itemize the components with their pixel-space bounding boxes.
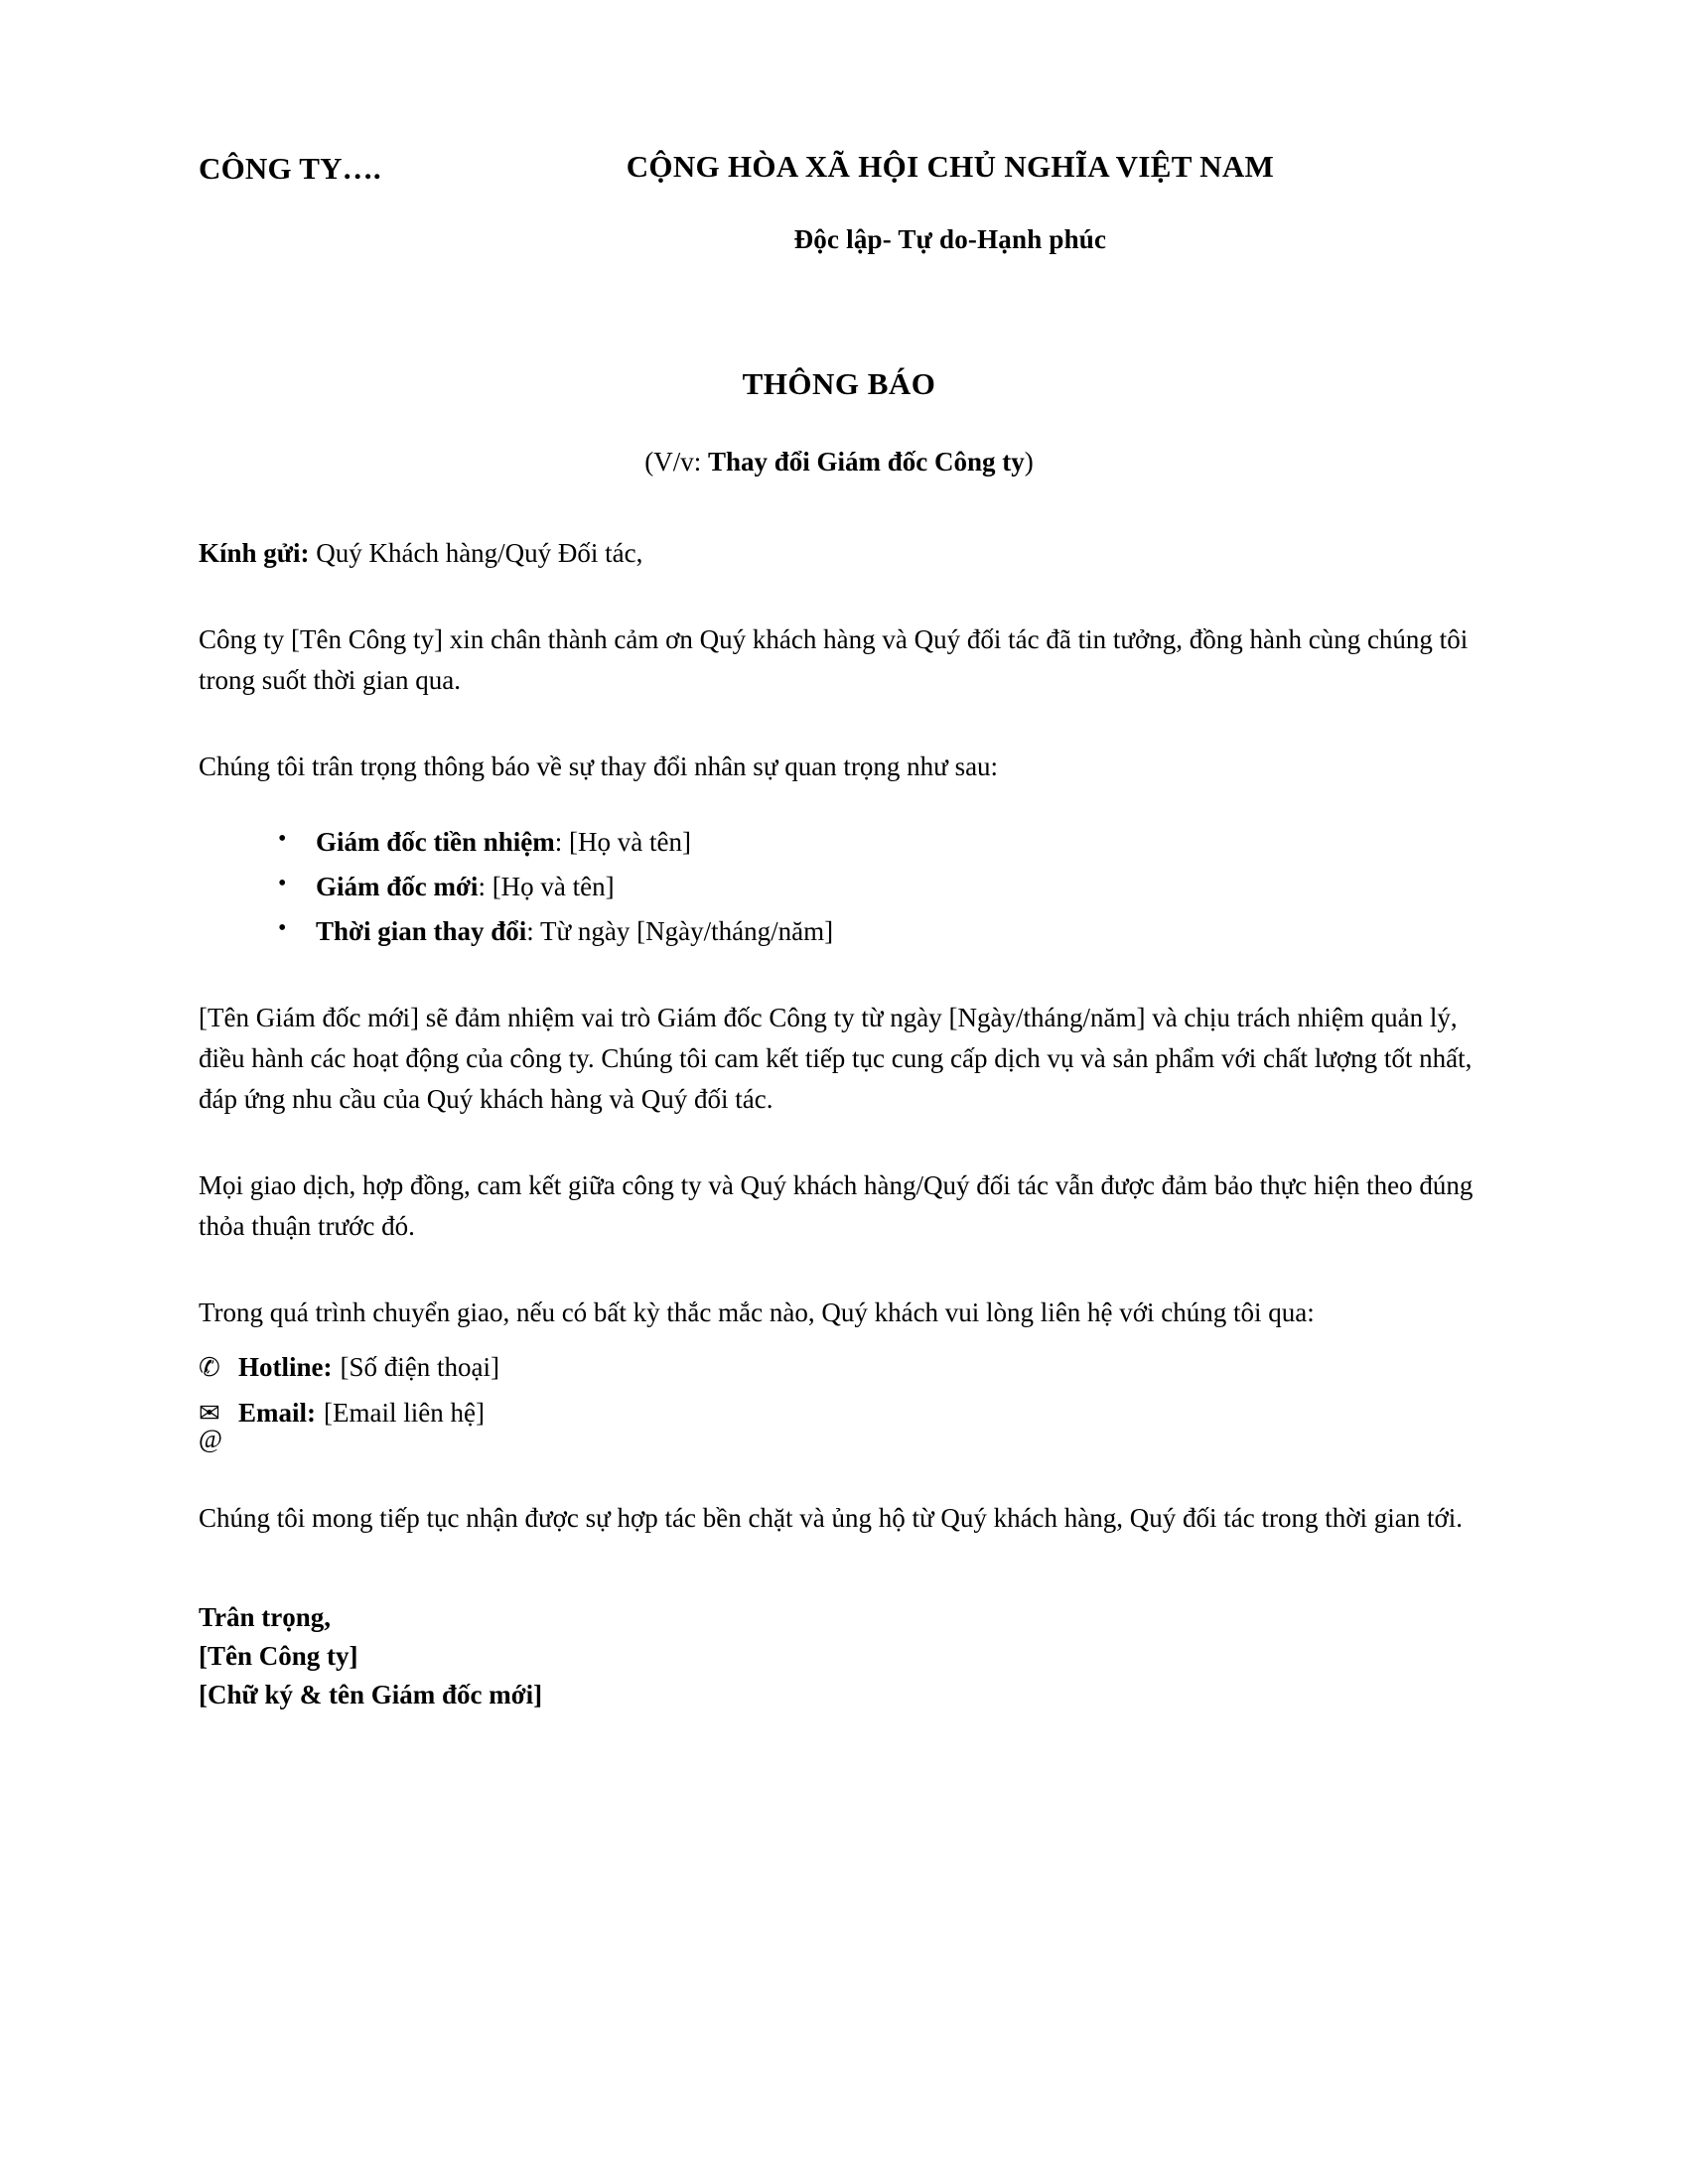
change-details-list (199, 823, 1479, 951)
country-name: CỘNG HÒA XÃ HỘI CHỦ NGHĨA VIỆT NAM (626, 149, 1275, 184)
bullet-label: Giám đốc mới (316, 872, 479, 902)
document-header (199, 149, 1479, 255)
signoff-regards: Trân trọng, (199, 1602, 331, 1633)
subject-close-paren: ) (1024, 447, 1034, 477)
company-name-placeholder: CÔNG TY…. (199, 151, 381, 186)
signoff-company: [Tên Công ty] (199, 1641, 358, 1672)
signoff-signature: [Chữ ký & tên Giám đốc mới] (199, 1680, 543, 1710)
national-heading (421, 149, 1479, 255)
bullet-value: : [Họ và tên] (478, 872, 615, 902)
signature-block (199, 1598, 1479, 1714)
closing-paragraph: Chúng tôi mong tiếp tục nhận được sự hợp tác bền chặt và ủng hộ từ Quý khách hàng, Quý đối tác trong thời gian tới. (199, 1503, 1464, 1534)
duty-paragraph: [Tên Giám đốc mới] sẽ đảm nhiệm vai trò Giám đốc Công ty từ ngày [Ngày/tháng/năm] và chịu trách nhiệm quản lý, điều hành các hoạt động của công ty. Chúng tôi cam kết tiếp tục cung cấp dịch vụ và sản phẩm với chất lượng tốt nhất, đáp ứng nhu cầu của Quý khách hàng và Quý đối tác. (199, 1002, 1473, 1114)
hotline-value: [Số điện thoại] (340, 1351, 499, 1382)
contact-intro-paragraph: Trong quá trình chuyển giao, nếu có bất kỳ thắc mắc nào, Quý khách vui lòng liên hệ với chúng tôi qua: (199, 1297, 1315, 1327)
salutation-label: Kính gửi: (199, 538, 310, 568)
thanks-paragraph: Công ty [Tên Công ty] xin chân thành cảm ơn Quý khách hàng và Quý đối tác đã tin tưởng, đồng hành cùng chúng tôi trong suốt thời gian qua. (199, 624, 1469, 696)
document-subject (199, 447, 1479, 478)
subject-open-paren: (V/v: (644, 447, 708, 477)
phone-icon: ✆ (199, 1352, 220, 1382)
salutation-paragraph (199, 533, 1479, 574)
email-icon: ✉@ (199, 1399, 222, 1454)
salutation-value: Quý Khách hàng/Quý Đối tác, (309, 538, 643, 568)
commitment-paragraph: Mọi giao dịch, hợp đồng, cam kết giữa công ty và Quý khách hàng/Quý đối tác vẫn được đảm bảo thực hiện theo đúng thỏa thuận trước đó. (199, 1169, 1474, 1241)
bullet-value: : Từ ngày [Ngày/tháng/năm] (526, 916, 834, 947)
bullet-value: : [Họ và tên] (554, 827, 691, 858)
email-label: Email: (238, 1398, 316, 1429)
bullet-label: Thời gian thay đổi (316, 916, 527, 947)
announcement-paragraph: Chúng tôi trân trọng thông báo về sự thay đổi nhân sự quan trọng như sau: (199, 751, 999, 782)
hotline-contact (199, 1347, 1479, 1388)
list-item (316, 868, 1479, 906)
list-item (316, 823, 1479, 862)
document-title: THÔNG BÁO (742, 366, 936, 401)
hotline-label: Hotline: (238, 1351, 333, 1382)
email-value: [Email liên hệ] (324, 1398, 485, 1429)
national-motto: Độc lập- Tự do-Hạnh phúc (793, 224, 1107, 254)
bullet-label: Giám đốc tiền nhiệm (316, 827, 555, 858)
list-item (316, 912, 1479, 951)
email-contact (199, 1393, 1479, 1452)
subject-text: Thay đổi Giám đốc Công ty (707, 447, 1025, 477)
